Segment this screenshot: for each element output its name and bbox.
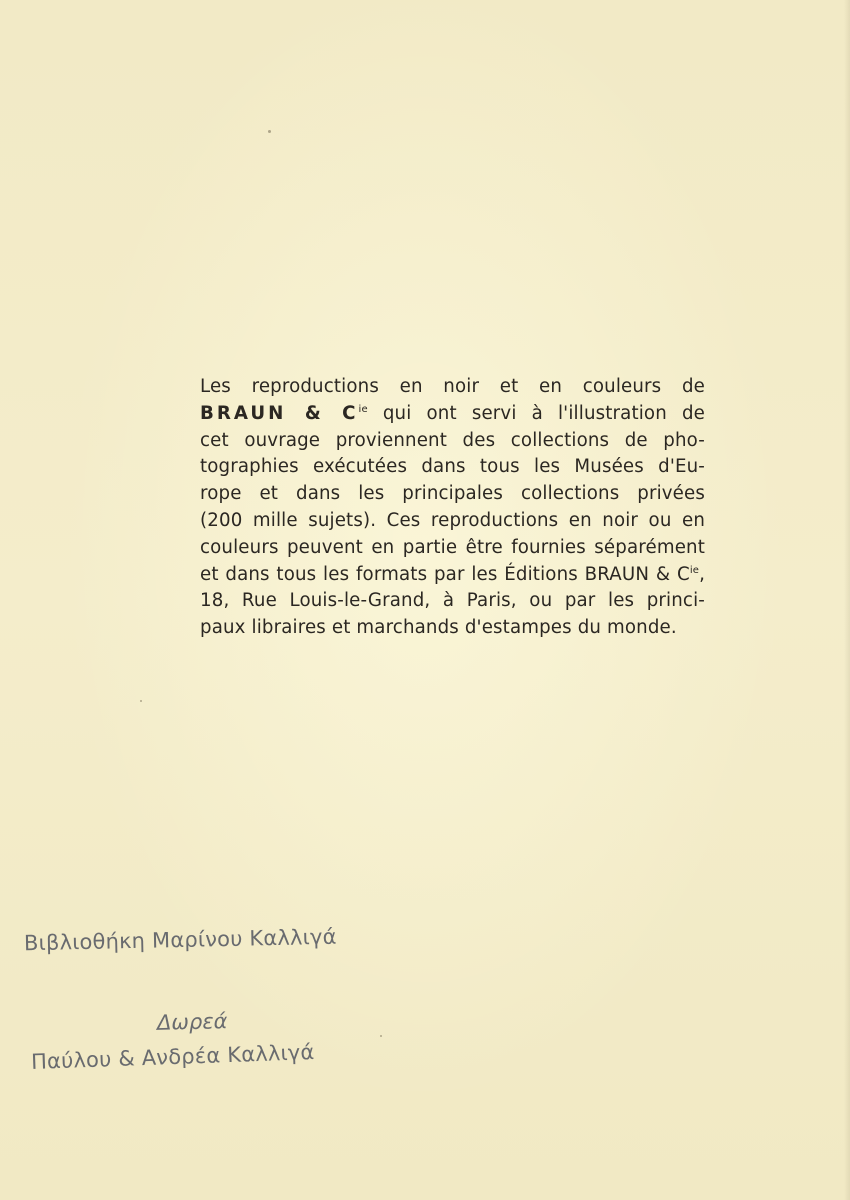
colophon-paragraph [200,374,705,642]
gift-stamp: Δωρεά [156,1009,228,1035]
colophon-line-10: paux libraires et marchands d'estampes du monde. [200,617,677,639]
colophon-line-4: tographies exécutées dans tous les Musées d'Eu- [200,456,705,478]
colophon-line-5: rope et dans les principales collections privées [200,483,705,505]
line8-trailing: , [699,563,705,585]
library-stamp: Βιβλιοθήκη Μαρίνου Καλλιγά [23,924,337,956]
colophon-line-3: cet ouvrage proviennent des collections de pho- [200,429,705,451]
colophon-line-1: Les reproductions en noir et en couleurs de [200,376,705,397]
colophon-line-7: couleurs peuvent en partie être fournies séparément [200,536,705,558]
brand-superscript: ie [358,403,368,415]
line8-superscript: ie [689,564,700,576]
paper-speck [268,130,271,133]
colophon-line-2 [200,401,705,428]
paper-speck [140,700,142,702]
brand-name: BRAUN & C [200,402,359,424]
colophon-line-8 [200,562,705,589]
colophon-line-9: 18, Rue Louis-le-Grand, à Paris, ou par les princi- [200,590,705,612]
colophon-line-2-text: qui ont servi à l'illustration de [382,402,705,424]
donors-stamp: Παύλου & Ανδρέα Καλλιγά [30,1040,315,1074]
colophon-line-6: (200 mille sujets). Ces reproductions en noir ou en [200,509,705,531]
colophon-line-8-text: et dans tous les formats par les Éditions BRAUN & C [200,563,690,585]
page-edge-shadow [844,0,850,1200]
paper-speck [380,1035,382,1037]
